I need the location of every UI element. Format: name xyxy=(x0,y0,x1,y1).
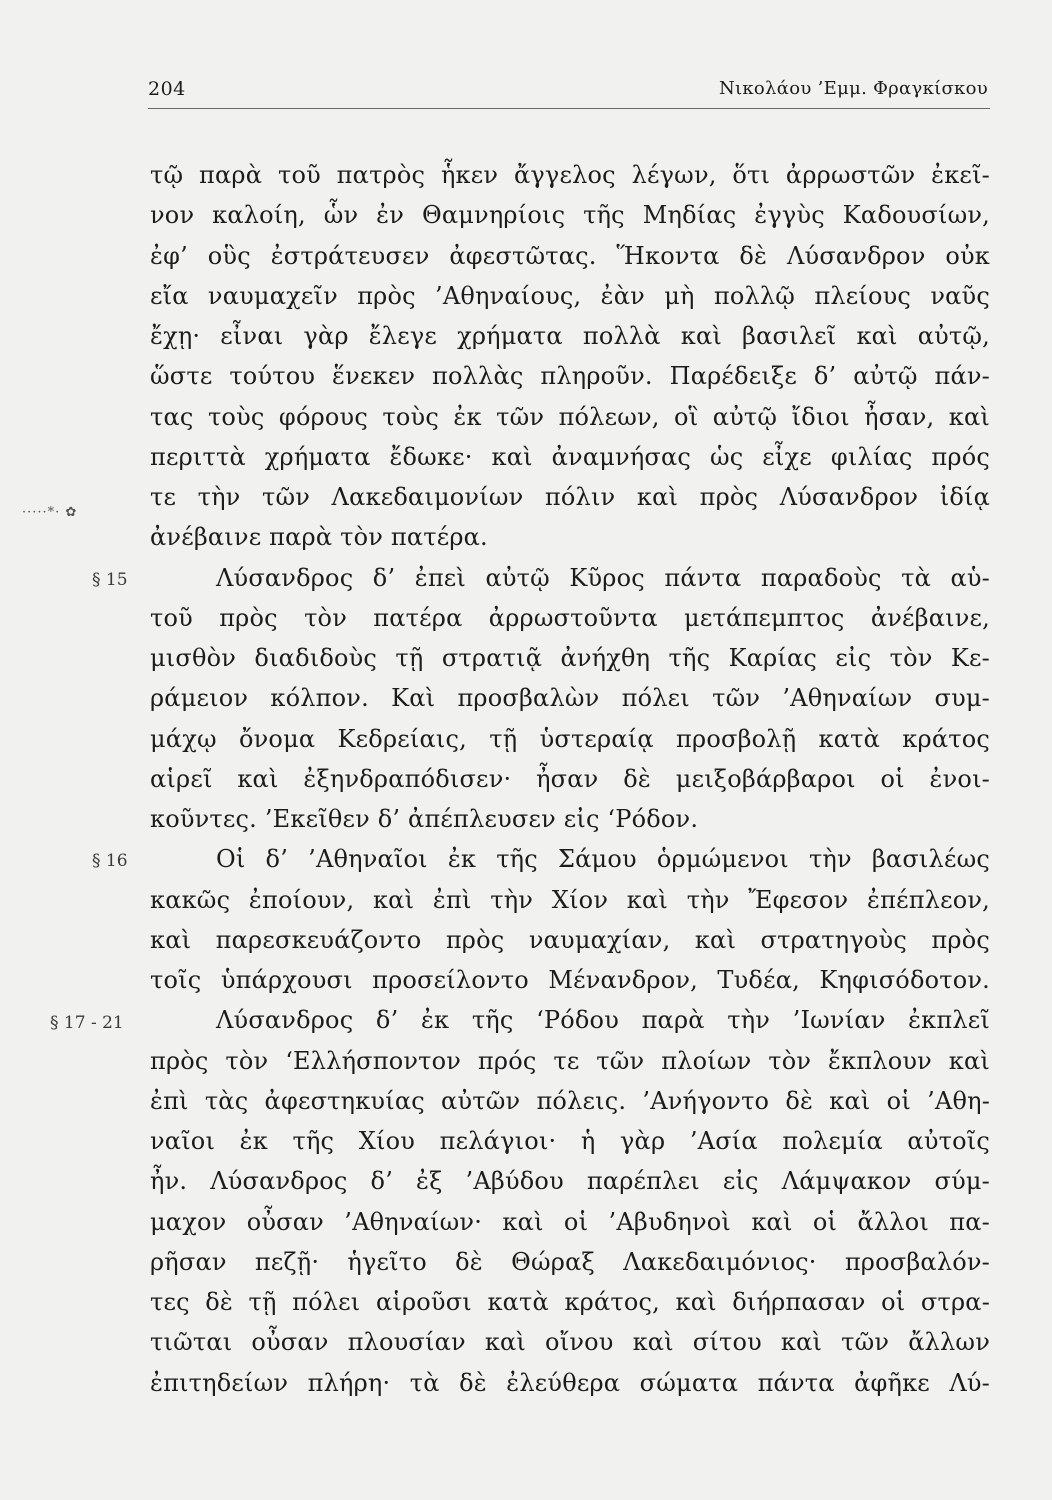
text-line: ἦν. Λύσανδρος δ’ ἐξ ’Αβύδου παρέπλει εἰς Λάμψακον σύμ- xyxy=(150,1167,990,1196)
text-line: αἱρεῖ καὶ ἐξηνδραπόδισεν· ἦσαν δὲ μειξοβάρβαροι οἱ ἐνοι- xyxy=(150,764,990,793)
text-line: ἔχῃ· εἶναι γὰρ ἔλεγε χρήματα πολλὰ καὶ βασιλεῖ καὶ αὐτῷ, xyxy=(150,322,990,350)
body-text xyxy=(150,155,990,1403)
text-line: ἐπιτηδείων πλήρη· τὰ δὲ ἐλεύθερα σώματα πάντα ἀφῆκε Λύ- xyxy=(150,1368,990,1397)
text-line: εἴα ναυμαχεῖν πρὸς ’Αθηναίους, ἐὰν μὴ πολλῷ πλείους ναῦς xyxy=(150,281,990,310)
margin-ref-section-16: § 16 xyxy=(92,851,128,871)
text-line: μάχῳ ὄνομα Κεδρείαις, τῇ ὑστεραίᾳ προσβολῇ κατὰ κράτος xyxy=(150,724,990,753)
text-line: τοῖς ὑπάρχουσι προσείλοντο Μένανδρον, Τυδέα, Κηφισόδοτον. xyxy=(150,966,990,994)
text-line: ἀνέβαινε παρὰ τὸν πατέρα. xyxy=(150,523,488,552)
text-line: τῷ παρὰ τοῦ πατρὸς ἧκεν ἄγγελος λέγων, ὅτι ἀρρωστῶν ἐκεῖ- xyxy=(150,161,990,189)
text-line: μισθὸν διαδιδοὺς τῇ στρατιᾷ ἀνήχθη τῆς Καρίας εἰς τὸν Κε- xyxy=(150,644,990,672)
margin-ref-section-15: § 15 xyxy=(92,570,128,590)
text-line: τιῶται οὖσαν πλουσίαν καὶ οἴνου καὶ σίτου καὶ τῶν ἄλλων xyxy=(150,1328,990,1357)
text-line: κοῦντες. ’Εκεῖθεν δ’ ἀπέπλευσεν εἰς ‘Ρόδον. xyxy=(150,805,699,833)
paragraph-start: Λύσανδρος δ’ ἐπεὶ αὐτῷ Κῦρος πάντα παραδοὺς τὰ αὑ- xyxy=(216,563,990,592)
text-line: νον καλοίη, ὧν ἐν Θαμνηρίοις τῆς Μηδίας ἐγγὺς Καδουσίων, xyxy=(150,201,990,230)
text-line: τας τοὺς φόρους τοὺς ἐκ τῶν πόλεων, οἳ αὐτῷ ἴδιοι ἦσαν, καὶ xyxy=(150,402,990,431)
text-line: περιττὰ χρήματα ἔδωκε· καὶ ἀναμνήσας ὡς εἶχε φιλίας πρός xyxy=(150,442,990,471)
page-header xyxy=(148,76,990,109)
text-line: μαχον οὖσαν ’Αθηναίων· καὶ οἱ ’Αβυδηνοὶ καὶ οἱ ἄλλοι πα- xyxy=(150,1207,990,1236)
paragraph-start: Λύσανδρος δ’ ἐκ τῆς ‘Ρόδου παρὰ τὴν ’Ιωνίαν ἐκπλεῖ xyxy=(216,1006,990,1035)
text-line: τοῦ πρὸς τὸν πατέρα ἀρρωστοῦντα μετάπεμπτος ἀνέβαινε, xyxy=(150,603,990,632)
running-head: Νικολάου ’Εμμ. Φραγκίσκου xyxy=(718,78,988,99)
margin-mark: ·····*· ✿ xyxy=(22,505,78,520)
text-line: πρὸς τὸν ‘Ελλήσποντον πρός τε τῶν πλοίων τὸν ἔκπλουν καὶ xyxy=(150,1046,990,1075)
text-line: ναῖοι ἐκ τῆς Χίου πελάγιοι· ἡ γὰρ ’Ασία πολεμία αὐτοῖς xyxy=(150,1127,990,1155)
margin-ref-section-17-21: § 17 - 21 xyxy=(50,1013,124,1033)
paragraph-start: Οἱ δ’ ’Αθηναῖοι ἐκ τῆς Σάμου ὁρμώμενοι τὴν βασιλέως xyxy=(216,845,990,874)
text-line: ἐφ’ οὓς ἐστράτευσεν ἀφεστῶτας. Ἥκοντα δὲ Λύσανδρον οὐκ xyxy=(150,241,990,270)
text-line: κακῶς ἐποίουν, καὶ ἐπὶ τὴν Χίον καὶ τὴν Ἔφεσον ἐπέπλεον, xyxy=(150,885,990,914)
text-line: ρῆσαν πεζῇ· ἡγεῖτο δὲ Θώραξ Λακεδαιμόνιος· προσβαλόν- xyxy=(150,1247,990,1276)
text-line: ὥστε τούτου ἕνεκεν πολλὰς πληροῦν. Παρέδειξε δ’ αὐτῷ πάν- xyxy=(150,362,990,391)
text-line: καὶ παρεσκευάζοντο πρὸς ναυμαχίαν, καὶ στρατηγοὺς πρὸς xyxy=(150,925,990,954)
text-line: ἐπὶ τὰς ἀφεστηκυίας αὐτῶν πόλεις. ’Ανήγοντο δὲ καὶ οἱ ’Αθη- xyxy=(150,1086,990,1115)
text-line: ράμειον κόλπον. Καὶ προσβαλὼν πόλει τῶν ’Αθηναίων συμ- xyxy=(150,684,990,713)
page-number: 204 xyxy=(148,78,186,100)
text-line: τε τὴν τῶν Λακεδαιμονίων πόλιν καὶ πρὸς Λύσανδρον ἰδίᾳ xyxy=(150,483,990,511)
text-line: τες δὲ τῇ πόλει αἱροῦσι κατὰ κράτος, καὶ διήρπασαν οἱ στρα- xyxy=(150,1288,990,1316)
